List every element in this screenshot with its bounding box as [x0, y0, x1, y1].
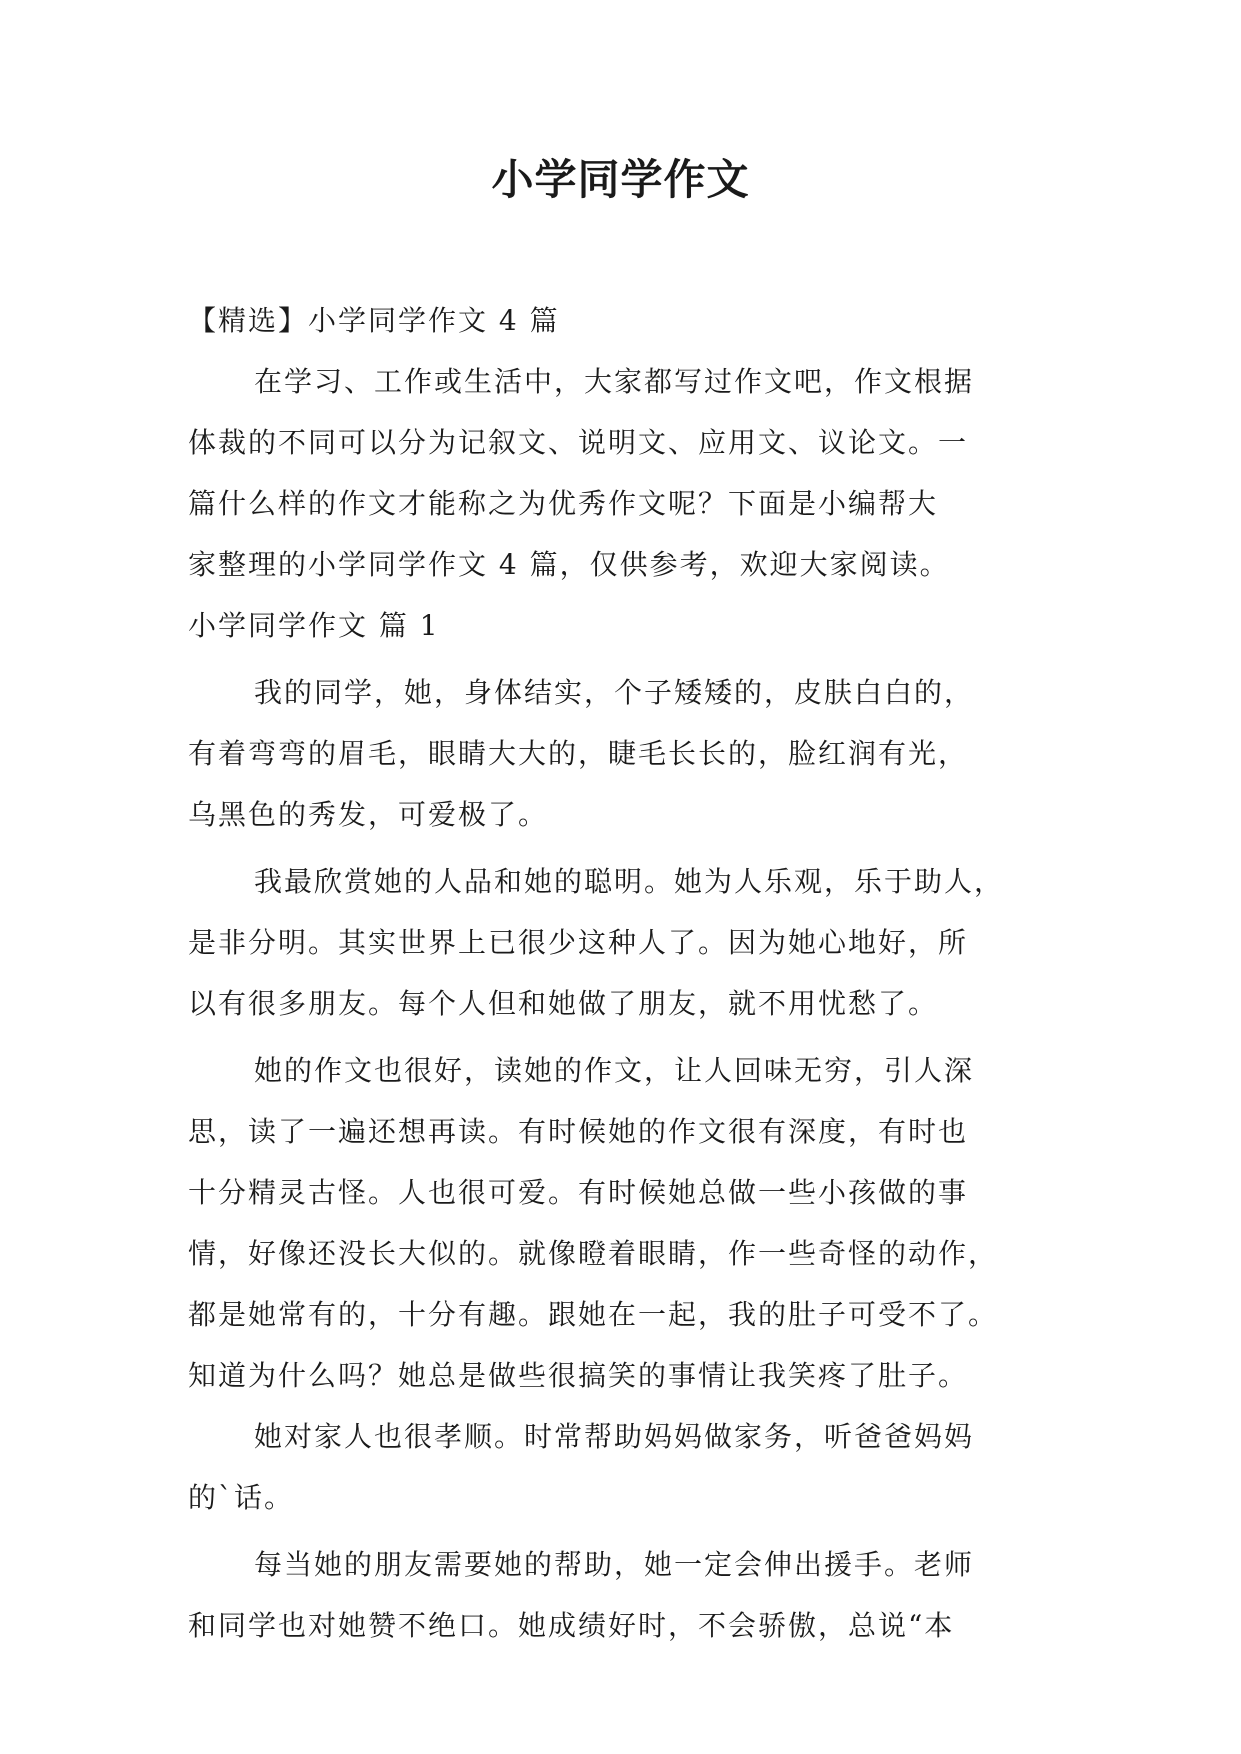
- text-line: 她的作文也很好，读她的作文，让人回味无穷，引人深: [254, 1054, 975, 1087]
- text-line: 都是她常有的，十分有趣。跟她在一起，我的肚子可受不了。: [188, 1298, 999, 1331]
- text-line: 在学习、工作或生活中，大家都写过作文吧，作文根据: [254, 365, 975, 398]
- text-line: 是非分明。其实世界上已很少这种人了。因为她心地好，所: [188, 926, 969, 959]
- document-title: 小学同学作文: [491, 155, 750, 204]
- text-line: 每当她的朋友需要她的帮助，她一定会伸出援手。老师: [254, 1548, 975, 1581]
- text-line: 篇什么样的作文才能称之为优秀作文呢？下面是小编帮大: [188, 487, 939, 520]
- text-line: 知道为什么吗？她总是做些很搞笑的事情让我笑疼了肚子。: [188, 1359, 969, 1392]
- document-body: [188, 290, 1058, 1656]
- text-line: 乌黑色的秀发，可爱极了。: [188, 798, 549, 831]
- text-line: 十分精灵古怪。人也很可爱。有时候她总做一些小孩做的事: [188, 1176, 969, 1209]
- text-line: 和同学也对她赞不绝口。她成绩好时，不会骄傲，总说“本: [188, 1609, 955, 1642]
- text-line: 情，好像还没长大似的。就像瞪着眼睛，作一些奇怪的动作，: [188, 1237, 999, 1270]
- section-heading-line: 小学同学作文 篇 1: [188, 609, 440, 642]
- text-line: 的`话。: [188, 1481, 295, 1514]
- text-line: 思，读了一遍还想再读。有时候她的作文很有深度，有时也: [188, 1115, 969, 1148]
- text-line: 我的同学，她，身体结实，个子矮矮的，皮肤白白的，: [254, 676, 975, 709]
- text-line: 体裁的不同可以分为记叙文、说明文、应用文、议论文。一: [188, 426, 969, 459]
- text-line: 她对家人也很孝顺。时常帮助妈妈做家务，听爸爸妈妈: [254, 1420, 975, 1453]
- text-line: 我最欣赏她的人品和她的聪明。她为人乐观，乐于助人，: [254, 865, 1005, 898]
- text-line: 有着弯弯的眉毛，眼睛大大的，睫毛长长的，脸红润有光，: [188, 737, 969, 770]
- text-line: 家整理的小学同学作文 4 篇，仅供参考，欢迎大家阅读。: [188, 548, 950, 581]
- text-line: 以有很多朋友。每个人但和她做了朋友，就不用忧愁了。: [188, 987, 939, 1020]
- intro-heading-line: 【精选】小学同学作文 4 篇: [188, 304, 560, 337]
